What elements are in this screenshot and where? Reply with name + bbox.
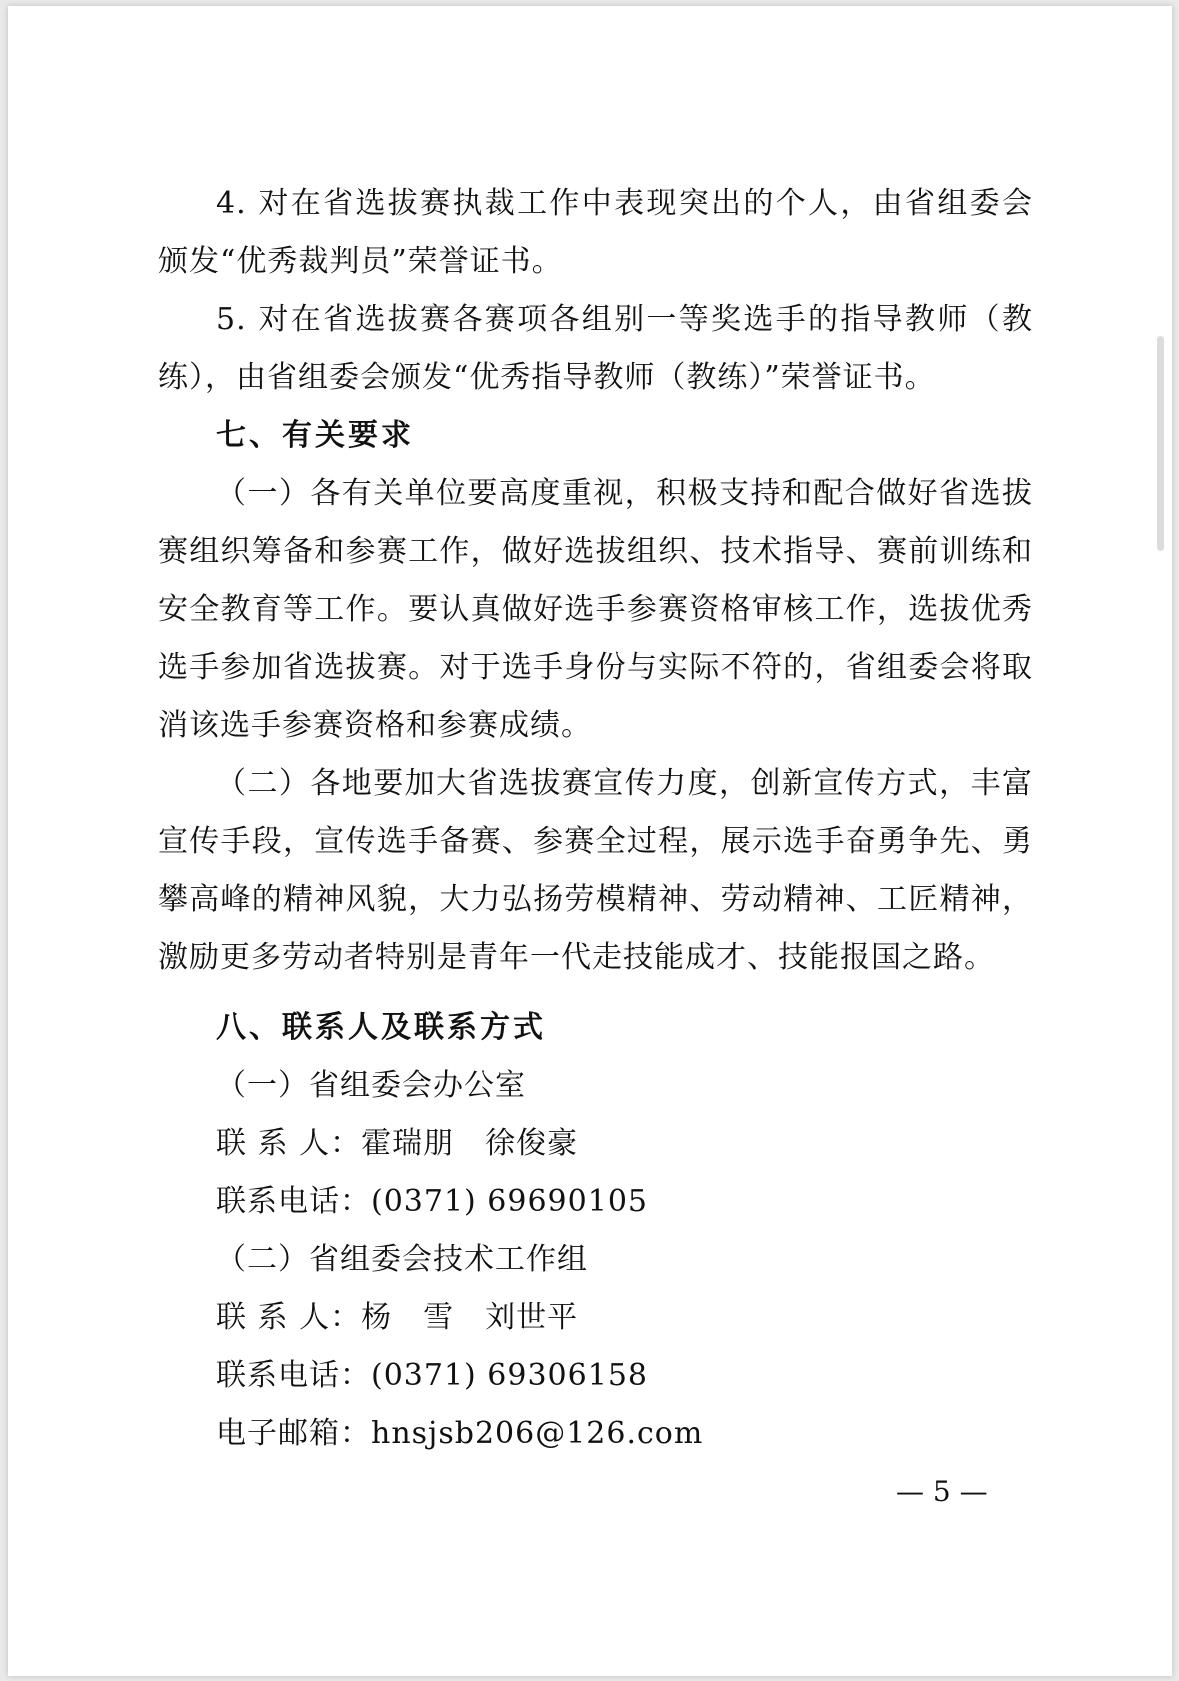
contact-phone: 联系电话：(0371) 69690105 [216, 1184, 648, 1219]
contact-email: 电子邮箱：hnsjsb206@126.com [216, 1416, 704, 1451]
contact-person: 联 系 人：霍瑞朋 徐俊豪 [216, 1126, 579, 1161]
section-heading: 七、有关要求 [216, 418, 414, 453]
text-line: 5. 对在省选拔赛各赛项各组别一等奖选手的指导教师（教 [216, 302, 1033, 337]
subsection-heading: （一）省组委会办公室 [216, 1068, 526, 1103]
subsection-heading: （二）省组委会技术工作组 [216, 1242, 588, 1277]
contact-phone: 联系电话：(0371) 69306158 [216, 1358, 648, 1393]
text-line: 颁发“优秀裁判员”荣誉证书。 [158, 244, 563, 279]
text-line: 宣传手段，宣传选手备赛、参赛全过程，展示选手奋勇争先、勇 [158, 824, 1033, 859]
text-line: 安全教育等工作。要认真做好选手参赛资格审核工作，选拔优秀 [158, 592, 1033, 627]
text-line: （二）各地要加大省选拔赛宣传力度，创新宣传方式，丰富 [216, 766, 1033, 801]
text-line: 赛组织筹备和参赛工作，做好选拔组织、技术指导、赛前训练和 [158, 534, 1033, 569]
text-line: （一）各有关单位要高度重视，积极支持和配合做好省选拔 [216, 476, 1033, 511]
page-number: — 5 — [896, 1475, 988, 1508]
text-line: 练），由省组委会颁发“优秀指导教师（教练）”荣誉证书。 [158, 360, 936, 395]
text-line: 攀高峰的精神风貌，大力弘扬劳模精神、劳动精神、工匠精神， [158, 882, 1033, 917]
text-line: 激励更多劳动者特别是青年一代走技能成才、技能报国之路。 [158, 940, 995, 975]
scrollbar[interactable] [1157, 336, 1164, 551]
contact-person: 联 系 人：杨 雪 刘世平 [216, 1300, 579, 1335]
section-heading: 八、联系人及联系方式 [216, 1010, 546, 1045]
text-line: 选手参加省选拔赛。对于选手身份与实际不符的，省组委会将取 [158, 650, 1033, 685]
text-line: 消该选手参赛资格和参赛成绩。 [158, 708, 592, 743]
text-line: 4. 对在省选拔赛执裁工作中表现突出的个人，由省组委会 [216, 186, 1033, 221]
document-page [8, 6, 1172, 1676]
